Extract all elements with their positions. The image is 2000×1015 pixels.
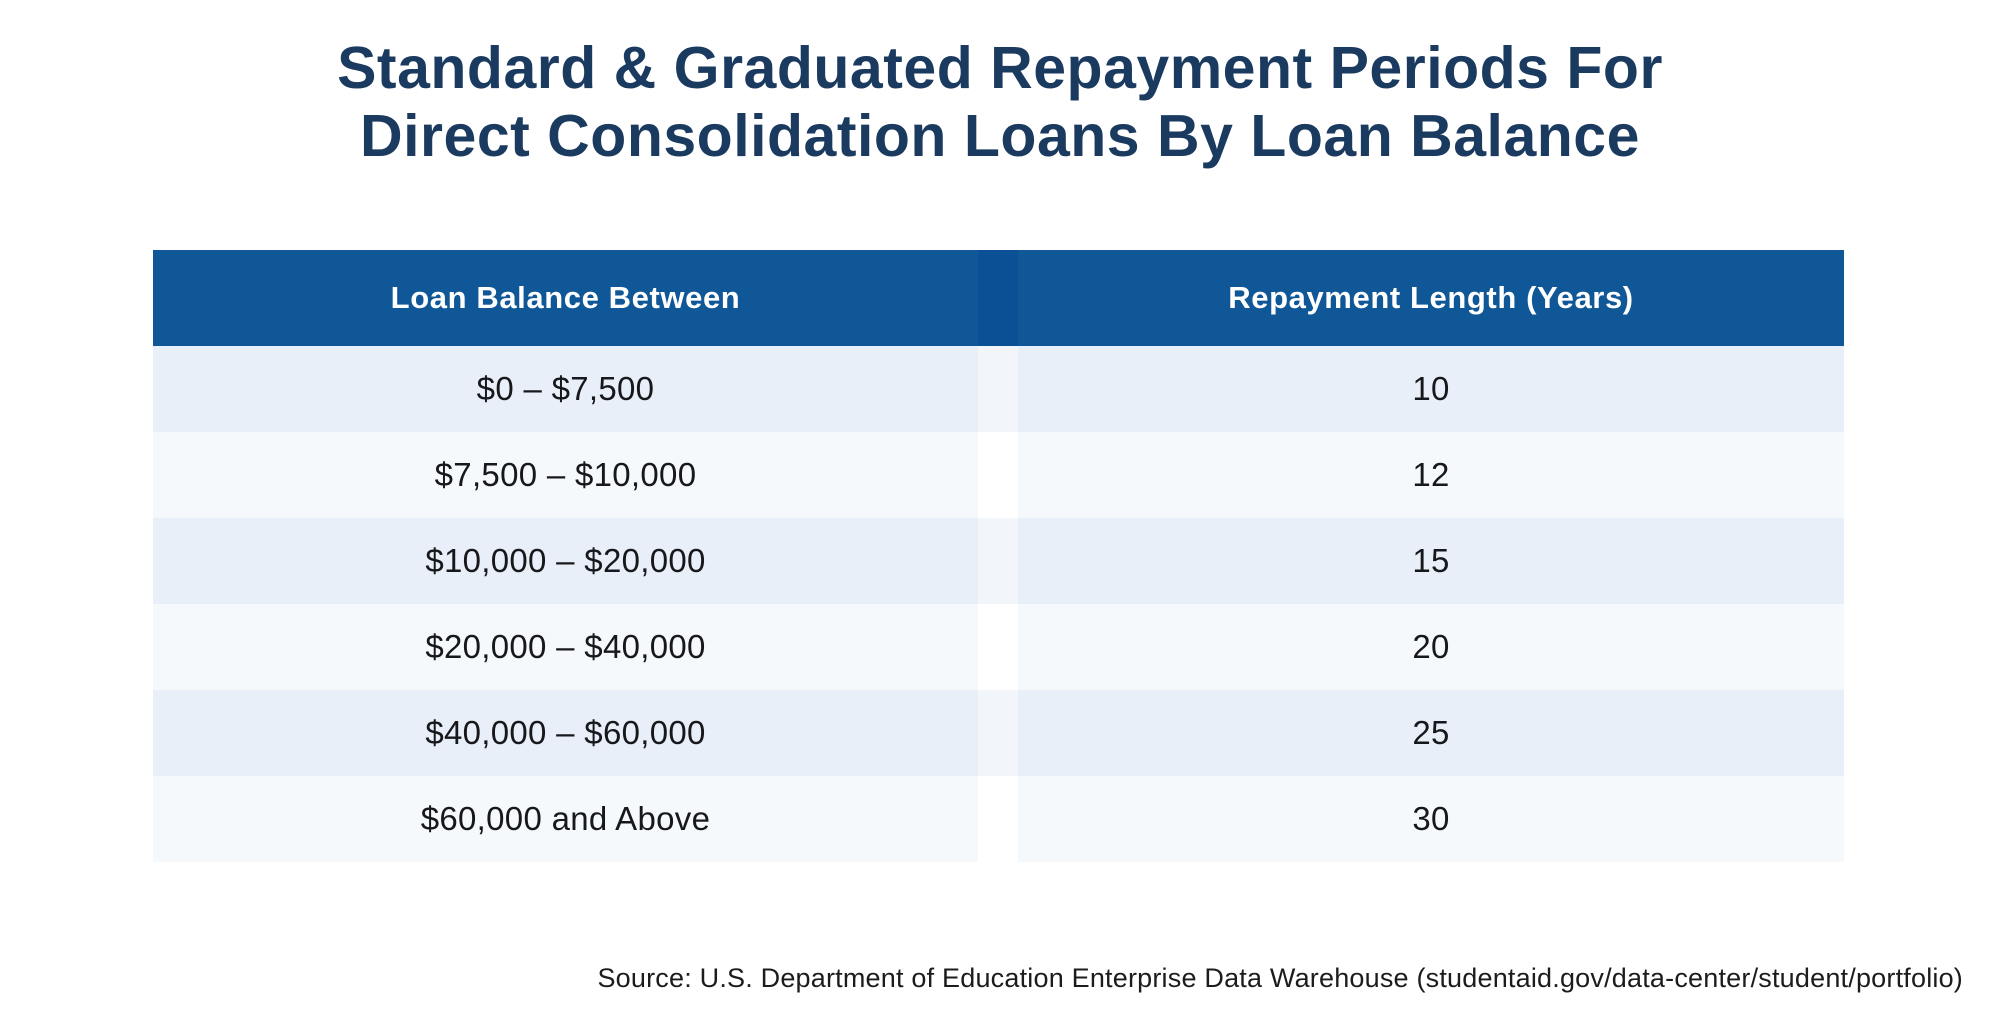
years-cell: 12	[1018, 432, 1844, 518]
column-divider	[978, 690, 1018, 776]
column-header-repayment-length: Repayment Length (Years)	[1018, 250, 1844, 346]
page-title	[0, 34, 2000, 170]
column-divider	[978, 604, 1018, 690]
page-title-line-1: Standard & Graduated Repayment Periods For	[337, 35, 1663, 101]
table-row	[153, 690, 1844, 776]
table-row	[153, 776, 1844, 862]
column-divider	[978, 346, 1018, 432]
source-note: Source: U.S. Department of Education Enterprise Data Warehouse (studentaid.gov/data-center/student/portfolio)	[597, 963, 1963, 993]
balance-cell: $10,000 – $20,000	[153, 518, 978, 604]
years-cell: 15	[1018, 518, 1844, 604]
repayment-table	[153, 250, 1844, 862]
years-cell: 20	[1018, 604, 1844, 690]
balance-cell: $20,000 – $40,000	[153, 604, 978, 690]
balance-cell: $7,500 – $10,000	[153, 432, 978, 518]
column-divider	[978, 432, 1018, 518]
balance-cell: $40,000 – $60,000	[153, 690, 978, 776]
years-cell: 10	[1018, 346, 1844, 432]
table-header-row	[153, 250, 1844, 346]
page-title-line-2: Direct Consolidation Loans By Loan Balance	[360, 103, 1640, 169]
column-divider	[978, 776, 1018, 862]
years-cell: 25	[1018, 690, 1844, 776]
table-row	[153, 346, 1844, 432]
balance-cell: $60,000 and Above	[153, 776, 978, 862]
years-cell: 30	[1018, 776, 1844, 862]
balance-cell: $0 – $7,500	[153, 346, 978, 432]
table-row	[153, 432, 1844, 518]
table-row	[153, 604, 1844, 690]
column-divider	[978, 250, 1018, 346]
table-row	[153, 518, 1844, 604]
column-header-loan-balance: Loan Balance Between	[153, 250, 978, 346]
column-divider	[978, 518, 1018, 604]
